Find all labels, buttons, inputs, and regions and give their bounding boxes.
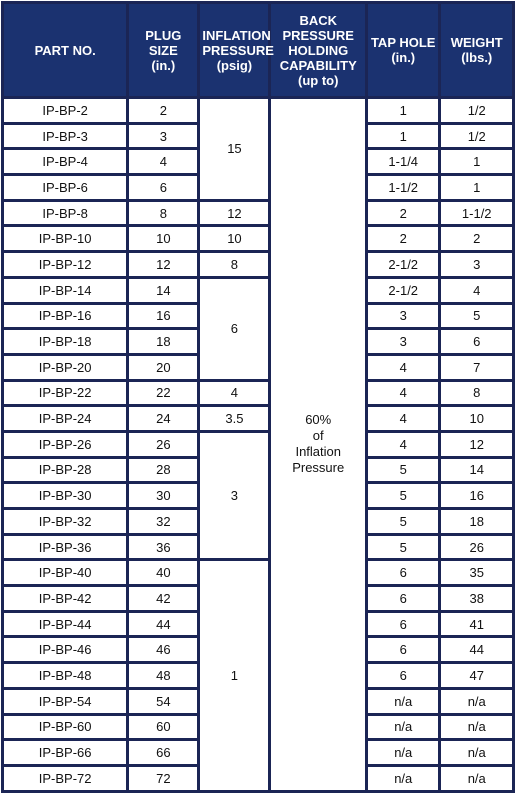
part-no-cell: IP-BP-4 [4,150,126,173]
header-back-pressure: BACK PRESSURE HOLDING CAPABILITY (up to) [271,4,365,96]
tap-hole-cell: 6 [368,664,438,687]
weight-cell: 4 [441,279,512,302]
weight-cell: 1-1/2 [441,202,512,225]
weight-cell: 12 [441,433,512,456]
inflation-pressure-cell: 4 [200,382,268,405]
header-row [4,4,512,96]
plug-size-cell: 16 [129,305,197,328]
weight-cell: 8 [441,382,512,405]
tap-hole-cell: 1-1/4 [368,150,438,173]
back-pressure-line: Inflation [295,444,341,460]
table-body [4,99,512,790]
table-row [4,99,512,122]
part-no-cell: IP-BP-44 [4,613,126,636]
weight-cell: n/a [441,741,512,764]
weight-cell: 18 [441,510,512,533]
plug-size-cell: 22 [129,382,197,405]
tap-hole-cell: n/a [368,741,438,764]
weight-cell: 3 [441,253,512,276]
plug-size-cell: 24 [129,407,197,430]
tap-hole-cell: 4 [368,433,438,456]
weight-cell: 7 [441,356,512,379]
plug-size-cell: 32 [129,510,197,533]
part-no-cell: IP-BP-42 [4,587,126,610]
plug-size-cell: 12 [129,253,197,276]
part-no-cell: IP-BP-46 [4,638,126,661]
part-no-cell: IP-BP-36 [4,536,126,559]
tap-hole-cell: 6 [368,561,438,584]
tap-hole-cell: 4 [368,382,438,405]
table-row [4,202,512,225]
tap-hole-cell: 2-1/2 [368,253,438,276]
plug-size-cell: 40 [129,561,197,584]
inflation-pressure-cell: 12 [200,202,268,225]
weight-cell: 47 [441,664,512,687]
part-no-cell: IP-BP-2 [4,99,126,122]
part-no-cell: IP-BP-10 [4,227,126,250]
plug-size-cell: 4 [129,150,197,173]
back-pressure-cell [271,99,365,790]
tap-hole-cell: 1 [368,125,438,148]
part-no-cell: IP-BP-26 [4,433,126,456]
weight-cell: 38 [441,587,512,610]
plug-size-cell: 8 [129,202,197,225]
header-part-no: PART NO. [4,4,126,96]
plug-size-cell: 20 [129,356,197,379]
part-no-cell: IP-BP-40 [4,561,126,584]
part-no-cell: IP-BP-60 [4,716,126,739]
inflation-pressure-cell: 6 [200,279,268,379]
plug-size-cell: 42 [129,587,197,610]
inflation-pressure-cell: 3 [200,433,268,558]
weight-cell: 41 [441,613,512,636]
plug-size-cell: 26 [129,433,197,456]
tap-hole-cell: 5 [368,510,438,533]
tap-hole-cell: n/a [368,716,438,739]
plug-size-cell: 46 [129,638,197,661]
back-pressure-line: of [312,428,324,444]
part-no-cell: IP-BP-3 [4,125,126,148]
part-no-cell: IP-BP-22 [4,382,126,405]
part-no-cell: IP-BP-16 [4,305,126,328]
part-no-cell: IP-BP-72 [4,767,126,790]
tap-hole-cell: n/a [368,767,438,790]
part-no-cell: IP-BP-54 [4,690,126,713]
inflation-pressure-cell: 8 [200,253,268,276]
table-row [4,382,512,405]
part-no-cell: IP-BP-28 [4,459,126,482]
tap-hole-cell: 2 [368,227,438,250]
part-no-cell: IP-BP-32 [4,510,126,533]
tap-hole-cell: 1 [368,99,438,122]
plug-size-cell: 36 [129,536,197,559]
weight-cell: n/a [441,690,512,713]
part-no-cell: IP-BP-66 [4,741,126,764]
inflation-pressure-cell: 15 [200,99,268,199]
tap-hole-cell: 1-1/2 [368,176,438,199]
tap-hole-cell: 4 [368,407,438,430]
table-row [4,253,512,276]
tap-hole-cell: 3 [368,330,438,353]
table-row [4,561,512,584]
part-no-cell: IP-BP-20 [4,356,126,379]
back-pressure-line: Pressure [292,460,345,476]
header-tap-hole: TAP HOLE (in.) [368,4,438,96]
weight-cell: 14 [441,459,512,482]
tap-hole-cell: 2 [368,202,438,225]
part-no-cell: IP-BP-18 [4,330,126,353]
plug-size-cell: 10 [129,227,197,250]
plug-size-cell: 44 [129,613,197,636]
part-no-cell: IP-BP-24 [4,407,126,430]
weight-cell: 35 [441,561,512,584]
plug-size-cell: 14 [129,279,197,302]
tap-hole-cell: 4 [368,356,438,379]
table-row [4,407,512,430]
spec-table [1,1,515,793]
plug-size-cell: 18 [129,330,197,353]
inflation-pressure-cell: 3.5 [200,407,268,430]
plug-size-cell: 30 [129,484,197,507]
inflation-pressure-cell: 10 [200,227,268,250]
part-no-cell: IP-BP-12 [4,253,126,276]
plug-size-cell: 3 [129,125,197,148]
plug-size-cell: 2 [129,99,197,122]
part-no-cell: IP-BP-6 [4,176,126,199]
inflation-pressure-cell: 1 [200,561,268,789]
weight-cell: 2 [441,227,512,250]
table-row [4,279,512,302]
weight-cell: 1/2 [441,125,512,148]
weight-cell: n/a [441,767,512,790]
tap-hole-cell: n/a [368,690,438,713]
weight-cell: n/a [441,716,512,739]
weight-cell: 1 [441,150,512,173]
header-weight: WEIGHT (lbs.) [441,4,512,96]
weight-cell: 44 [441,638,512,661]
header-inflation-pressure: INFLATION PRESSURE (psig) [200,4,268,96]
weight-cell: 1/2 [441,99,512,122]
part-no-cell: IP-BP-14 [4,279,126,302]
part-no-cell: IP-BP-8 [4,202,126,225]
spec-table-container [1,1,515,799]
back-pressure-line: 60% [305,412,332,428]
plug-size-cell: 66 [129,741,197,764]
plug-size-cell: 60 [129,716,197,739]
tap-hole-cell: 5 [368,484,438,507]
plug-size-cell: 48 [129,664,197,687]
tap-hole-cell: 6 [368,638,438,661]
plug-size-cell: 72 [129,767,197,790]
tap-hole-cell: 5 [368,536,438,559]
header-plug-size: PLUG SIZE (in.) [129,4,197,96]
weight-cell: 10 [441,407,512,430]
weight-cell: 16 [441,484,512,507]
weight-cell: 26 [441,536,512,559]
weight-cell: 1 [441,176,512,199]
part-no-cell: IP-BP-48 [4,664,126,687]
tap-hole-cell: 6 [368,613,438,636]
part-no-cell: IP-BP-30 [4,484,126,507]
table-row [4,433,512,456]
weight-cell: 5 [441,305,512,328]
tap-hole-cell: 2-1/2 [368,279,438,302]
tap-hole-cell: 3 [368,305,438,328]
tap-hole-cell: 6 [368,587,438,610]
tap-hole-cell: 5 [368,459,438,482]
table-row [4,227,512,250]
weight-cell: 6 [441,330,512,353]
plug-size-cell: 6 [129,176,197,199]
plug-size-cell: 54 [129,690,197,713]
plug-size-cell: 28 [129,459,197,482]
